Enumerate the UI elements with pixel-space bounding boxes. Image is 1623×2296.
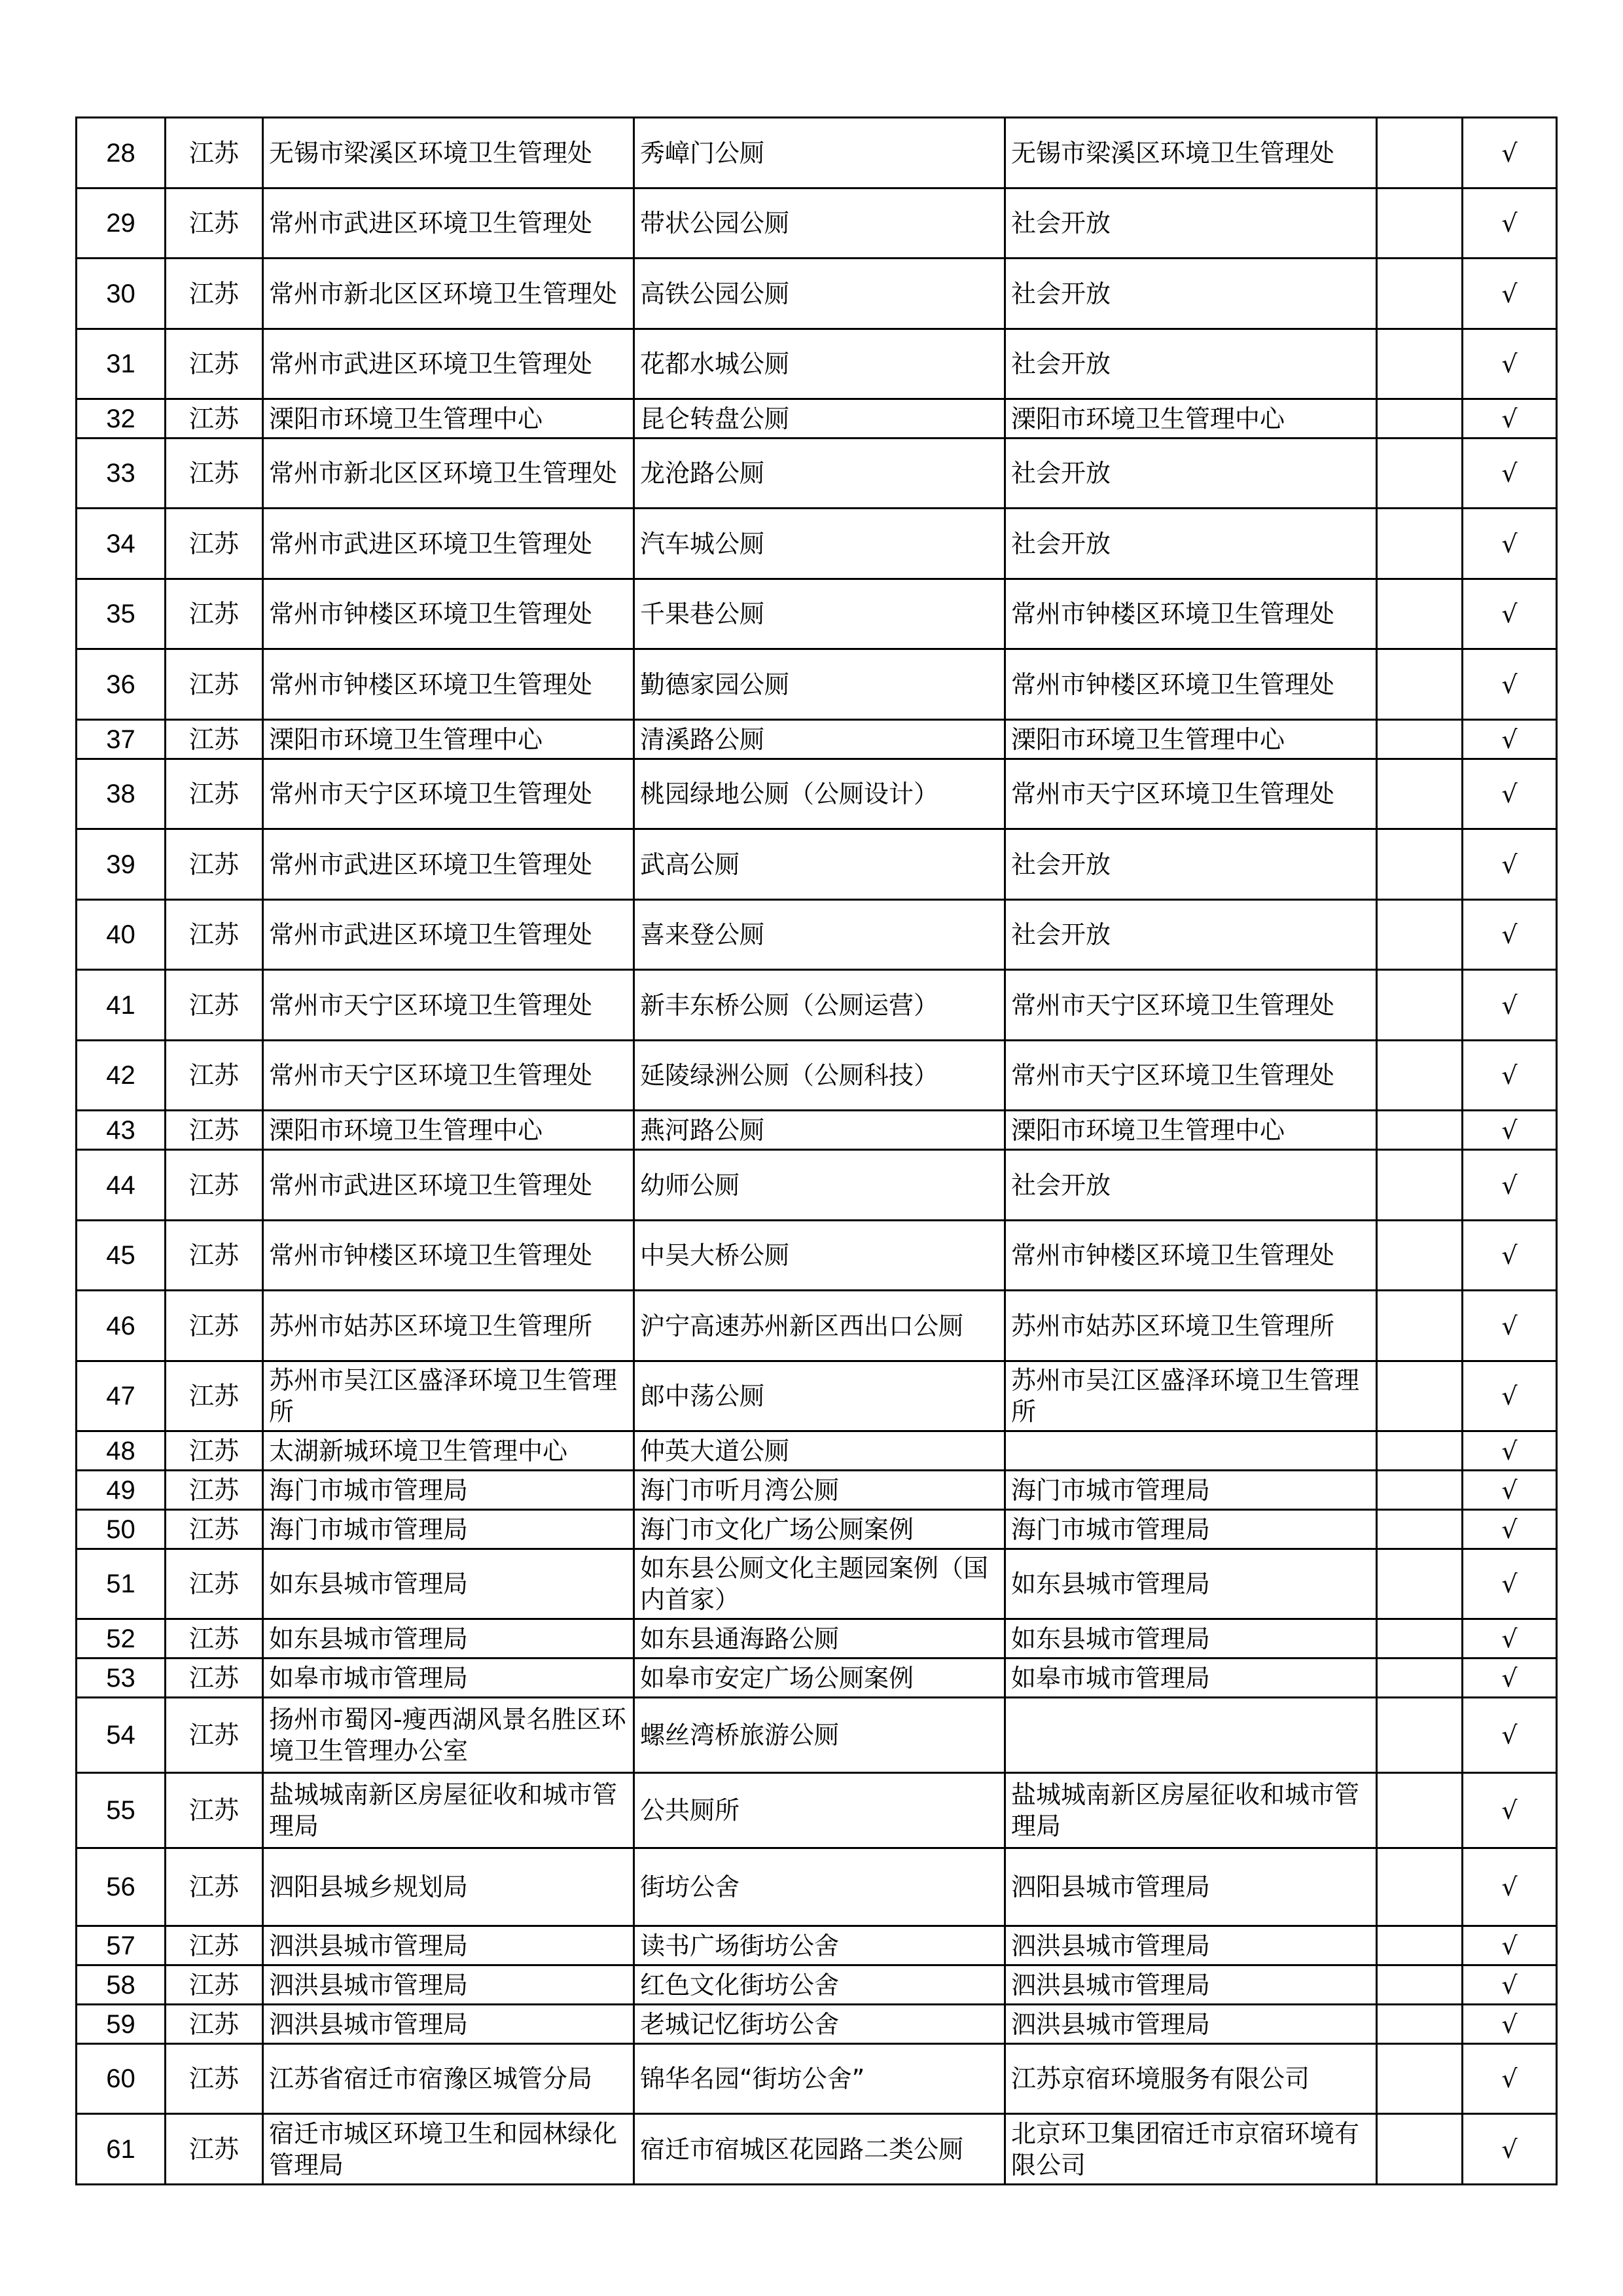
province-cell: 江苏 — [166, 259, 263, 329]
toilet-name-cell: 花都水城公厕 — [634, 329, 1005, 399]
check-mark-cell: √ — [1463, 2114, 1557, 2185]
row-number-cell: 38 — [77, 759, 166, 829]
management-unit-cell: 江苏京宿环境服务有限公司 — [1005, 2044, 1377, 2114]
table-row — [77, 399, 1557, 439]
table-row — [77, 1698, 1557, 1773]
management-unit-cell: 常州市天宁区环境卫生管理处 — [1005, 759, 1377, 829]
reporting-unit-cell: 如东县城市管理局 — [263, 1619, 634, 1659]
table-row — [77, 2005, 1557, 2044]
row-number-cell: 45 — [77, 1221, 166, 1291]
check-mark-cell: √ — [1463, 1431, 1557, 1471]
province-cell: 江苏 — [166, 439, 263, 509]
province-cell: 江苏 — [166, 759, 263, 829]
toilet-name-cell: 如皋市安定广场公厕案例 — [634, 1659, 1005, 1698]
management-unit-cell: 社会开放 — [1005, 329, 1377, 399]
table-row — [77, 829, 1557, 900]
row-number-cell: 57 — [77, 1926, 166, 1965]
row-number-cell: 30 — [77, 259, 166, 329]
check-mark-cell: √ — [1463, 1150, 1557, 1221]
table-row — [77, 329, 1557, 399]
table-row — [77, 1431, 1557, 1471]
management-unit-cell: 社会开放 — [1005, 188, 1377, 259]
blank-cell — [1377, 2044, 1463, 2114]
blank-cell — [1377, 1361, 1463, 1431]
blank-cell — [1377, 720, 1463, 759]
toilet-name-cell: 清溪路公厕 — [634, 720, 1005, 759]
table-row — [77, 439, 1557, 509]
reporting-unit-cell: 常州市钟楼区环境卫生管理处 — [263, 579, 634, 649]
check-mark-cell: √ — [1463, 1471, 1557, 1510]
toilet-name-cell: 昆仑转盘公厕 — [634, 399, 1005, 439]
row-number-cell: 52 — [77, 1619, 166, 1659]
province-cell: 江苏 — [166, 1431, 263, 1471]
reporting-unit-cell: 常州市钟楼区环境卫生管理处 — [263, 1221, 634, 1291]
check-mark-cell: √ — [1463, 1549, 1557, 1619]
province-cell: 江苏 — [166, 1773, 263, 1848]
check-mark-cell: √ — [1463, 720, 1557, 759]
province-cell: 江苏 — [166, 1926, 263, 1965]
toilet-name-cell: 龙沧路公厕 — [634, 439, 1005, 509]
province-cell: 江苏 — [166, 1041, 263, 1111]
management-unit-cell: 海门市城市管理局 — [1005, 1471, 1377, 1510]
management-unit-cell: 社会开放 — [1005, 509, 1377, 579]
province-cell: 江苏 — [166, 1361, 263, 1431]
reporting-unit-cell: 苏州市姑苏区环境卫生管理所 — [263, 1291, 634, 1361]
blank-cell — [1377, 1510, 1463, 1549]
check-mark-cell: √ — [1463, 2005, 1557, 2044]
management-unit-cell: 如东县城市管理局 — [1005, 1549, 1377, 1619]
check-mark-cell: √ — [1463, 1965, 1557, 2005]
province-cell: 江苏 — [166, 2005, 263, 2044]
table-row — [77, 2114, 1557, 2185]
check-mark-cell: √ — [1463, 829, 1557, 900]
province-cell: 江苏 — [166, 1471, 263, 1510]
toilet-name-cell: 沪宁高速苏州新区西出口公厕 — [634, 1291, 1005, 1361]
reporting-unit-cell: 江苏省宿迁市宿豫区城管分局 — [263, 2044, 634, 2114]
blank-cell — [1377, 118, 1463, 188]
toilet-name-cell: 如东县通海路公厕 — [634, 1619, 1005, 1659]
table-row — [77, 1773, 1557, 1848]
reporting-unit-cell: 常州市天宁区环境卫生管理处 — [263, 759, 634, 829]
province-cell: 江苏 — [166, 1221, 263, 1291]
province-cell: 江苏 — [166, 829, 263, 900]
reporting-unit-cell: 常州市天宁区环境卫生管理处 — [263, 1041, 634, 1111]
province-cell: 江苏 — [166, 1965, 263, 2005]
table-row — [77, 1221, 1557, 1291]
management-unit-cell: 泗洪县城市管理局 — [1005, 1926, 1377, 1965]
reporting-unit-cell: 溧阳市环境卫生管理中心 — [263, 399, 634, 439]
table-row — [77, 259, 1557, 329]
blank-cell — [1377, 829, 1463, 900]
blank-cell — [1377, 329, 1463, 399]
table-row — [77, 1041, 1557, 1111]
province-cell: 江苏 — [166, 2044, 263, 2114]
check-mark-cell: √ — [1463, 1111, 1557, 1150]
reporting-unit-cell: 苏州市吴江区盛泽环境卫生管理所 — [263, 1361, 634, 1431]
reporting-unit-cell: 常州市天宁区环境卫生管理处 — [263, 970, 634, 1041]
toilet-name-cell: 千果巷公厕 — [634, 579, 1005, 649]
management-unit-cell: 社会开放 — [1005, 829, 1377, 900]
management-unit-cell: 常州市钟楼区环境卫生管理处 — [1005, 579, 1377, 649]
blank-cell — [1377, 509, 1463, 579]
blank-cell — [1377, 1471, 1463, 1510]
blank-cell — [1377, 1221, 1463, 1291]
blank-cell — [1377, 2005, 1463, 2044]
table-row — [77, 1619, 1557, 1659]
province-cell: 江苏 — [166, 1698, 263, 1773]
province-cell: 江苏 — [166, 900, 263, 970]
province-cell: 江苏 — [166, 509, 263, 579]
table-body — [77, 118, 1557, 2185]
management-unit-cell: 常州市天宁区环境卫生管理处 — [1005, 970, 1377, 1041]
toilet-name-cell: 锦华名园“街坊公舍” — [634, 2044, 1005, 2114]
row-number-cell: 32 — [77, 399, 166, 439]
table-row — [77, 1549, 1557, 1619]
toilet-name-cell: 读书广场街坊公舍 — [634, 1926, 1005, 1965]
reporting-unit-cell: 盐城城南新区房屋征收和城市管理局 — [263, 1773, 634, 1848]
province-cell: 江苏 — [166, 1549, 263, 1619]
reporting-unit-cell: 宿迁市城区环境卫生和园林绿化管理局 — [263, 2114, 634, 2185]
reporting-unit-cell: 溧阳市环境卫生管理中心 — [263, 720, 634, 759]
table-row — [77, 970, 1557, 1041]
row-number-cell: 53 — [77, 1659, 166, 1698]
blank-cell — [1377, 1698, 1463, 1773]
toilet-name-cell: 燕河路公厕 — [634, 1111, 1005, 1150]
toilet-name-cell: 汽车城公厕 — [634, 509, 1005, 579]
row-number-cell: 50 — [77, 1510, 166, 1549]
check-mark-cell: √ — [1463, 1361, 1557, 1431]
toilet-name-cell: 喜来登公厕 — [634, 900, 1005, 970]
check-mark-cell: √ — [1463, 1659, 1557, 1698]
toilet-name-cell: 桃园绿地公厕（公厕设计） — [634, 759, 1005, 829]
reporting-unit-cell: 常州市武进区环境卫生管理处 — [263, 829, 634, 900]
toilet-name-cell: 秀嶂门公厕 — [634, 118, 1005, 188]
management-unit-cell: 常州市钟楼区环境卫生管理处 — [1005, 1221, 1377, 1291]
blank-cell — [1377, 2114, 1463, 2185]
check-mark-cell: √ — [1463, 1291, 1557, 1361]
toilet-name-cell: 幼师公厕 — [634, 1150, 1005, 1221]
blank-cell — [1377, 1150, 1463, 1221]
reporting-unit-cell: 常州市武进区环境卫生管理处 — [263, 188, 634, 259]
toilet-name-cell: 中吴大桥公厕 — [634, 1221, 1005, 1291]
toilet-name-cell: 高铁公园公厕 — [634, 259, 1005, 329]
row-number-cell: 41 — [77, 970, 166, 1041]
management-unit-cell: 如东县城市管理局 — [1005, 1619, 1377, 1659]
province-cell: 江苏 — [166, 2114, 263, 2185]
table-row — [77, 509, 1557, 579]
reporting-unit-cell: 如皋市城市管理局 — [263, 1659, 634, 1698]
province-cell: 江苏 — [166, 1111, 263, 1150]
blank-cell — [1377, 1773, 1463, 1848]
row-number-cell: 29 — [77, 188, 166, 259]
management-unit-cell: 社会开放 — [1005, 439, 1377, 509]
reporting-unit-cell: 常州市武进区环境卫生管理处 — [263, 1150, 634, 1221]
toilet-name-cell: 街坊公舍 — [634, 1848, 1005, 1926]
row-number-cell: 47 — [77, 1361, 166, 1431]
row-number-cell: 40 — [77, 900, 166, 970]
toilet-name-cell: 红色文化街坊公舍 — [634, 1965, 1005, 2005]
province-cell: 江苏 — [166, 188, 263, 259]
province-cell: 江苏 — [166, 720, 263, 759]
blank-cell — [1377, 970, 1463, 1041]
toilet-name-cell: 延陵绿洲公厕（公厕科技） — [634, 1041, 1005, 1111]
province-cell: 江苏 — [166, 649, 263, 720]
toilet-name-cell: 仲英大道公厕 — [634, 1431, 1005, 1471]
row-number-cell: 58 — [77, 1965, 166, 2005]
row-number-cell: 33 — [77, 439, 166, 509]
blank-cell — [1377, 759, 1463, 829]
blank-cell — [1377, 1965, 1463, 2005]
province-cell: 江苏 — [166, 329, 263, 399]
province-cell: 江苏 — [166, 1659, 263, 1698]
check-mark-cell: √ — [1463, 649, 1557, 720]
toilet-name-cell: 海门市听月湾公厕 — [634, 1471, 1005, 1510]
reporting-unit-cell: 常州市新北区区环境卫生管理处 — [263, 439, 634, 509]
province-cell: 江苏 — [166, 1150, 263, 1221]
blank-cell — [1377, 1549, 1463, 1619]
reporting-unit-cell: 无锡市梁溪区环境卫生管理处 — [263, 118, 634, 188]
management-unit-cell: 常州市天宁区环境卫生管理处 — [1005, 1041, 1377, 1111]
table-row — [77, 1510, 1557, 1549]
check-mark-cell: √ — [1463, 1698, 1557, 1773]
table-row — [77, 649, 1557, 720]
reporting-unit-cell: 常州市武进区环境卫生管理处 — [263, 900, 634, 970]
management-unit-cell: 泗洪县城市管理局 — [1005, 2005, 1377, 2044]
management-unit-cell: 常州市钟楼区环境卫生管理处 — [1005, 649, 1377, 720]
blank-cell — [1377, 1926, 1463, 1965]
table-row — [77, 1111, 1557, 1150]
management-unit-cell: 社会开放 — [1005, 259, 1377, 329]
check-mark-cell: √ — [1463, 579, 1557, 649]
table-row — [77, 1361, 1557, 1431]
check-mark-cell: √ — [1463, 1619, 1557, 1659]
reporting-unit-cell: 泗洪县城市管理局 — [263, 2005, 634, 2044]
row-number-cell: 55 — [77, 1773, 166, 1848]
check-mark-cell: √ — [1463, 329, 1557, 399]
toilet-list-table — [75, 117, 1558, 2185]
province-cell: 江苏 — [166, 1619, 263, 1659]
management-unit-cell: 泗阳县城市管理局 — [1005, 1848, 1377, 1926]
management-unit-cell: 海门市城市管理局 — [1005, 1510, 1377, 1549]
table-row — [77, 2044, 1557, 2114]
row-number-cell: 61 — [77, 2114, 166, 2185]
reporting-unit-cell: 常州市武进区环境卫生管理处 — [263, 509, 634, 579]
row-number-cell: 35 — [77, 579, 166, 649]
toilet-name-cell: 公共厕所 — [634, 1773, 1005, 1848]
row-number-cell: 51 — [77, 1549, 166, 1619]
province-cell: 江苏 — [166, 1510, 263, 1549]
management-unit-cell: 无锡市梁溪区环境卫生管理处 — [1005, 118, 1377, 188]
reporting-unit-cell: 泗洪县城市管理局 — [263, 1965, 634, 2005]
blank-cell — [1377, 1619, 1463, 1659]
toilet-name-cell: 武高公厕 — [634, 829, 1005, 900]
blank-cell — [1377, 259, 1463, 329]
reporting-unit-cell: 海门市城市管理局 — [263, 1471, 634, 1510]
row-number-cell: 42 — [77, 1041, 166, 1111]
check-mark-cell: √ — [1463, 439, 1557, 509]
toilet-name-cell: 宿迁市宿城区花园路二类公厕 — [634, 2114, 1005, 2185]
table-row — [77, 1848, 1557, 1926]
blank-cell — [1377, 1431, 1463, 1471]
check-mark-cell: √ — [1463, 900, 1557, 970]
table-row — [77, 1291, 1557, 1361]
toilet-name-cell: 老城记忆街坊公舍 — [634, 2005, 1005, 2044]
reporting-unit-cell: 泗洪县城市管理局 — [263, 1926, 634, 1965]
table-row — [77, 720, 1557, 759]
management-unit-cell: 社会开放 — [1005, 1150, 1377, 1221]
management-unit-cell: 溧阳市环境卫生管理中心 — [1005, 720, 1377, 759]
blank-cell — [1377, 579, 1463, 649]
row-number-cell: 46 — [77, 1291, 166, 1361]
province-cell: 江苏 — [166, 1848, 263, 1926]
reporting-unit-cell: 常州市钟楼区环境卫生管理处 — [263, 649, 634, 720]
province-cell: 江苏 — [166, 118, 263, 188]
reporting-unit-cell: 海门市城市管理局 — [263, 1510, 634, 1549]
table-row — [77, 1965, 1557, 2005]
table-row — [77, 1926, 1557, 1965]
check-mark-cell: √ — [1463, 118, 1557, 188]
row-number-cell: 37 — [77, 720, 166, 759]
management-unit-cell — [1005, 1698, 1377, 1773]
reporting-unit-cell: 溧阳市环境卫生管理中心 — [263, 1111, 634, 1150]
row-number-cell: 54 — [77, 1698, 166, 1773]
table-row — [77, 188, 1557, 259]
table-row — [77, 579, 1557, 649]
province-cell: 江苏 — [166, 399, 263, 439]
toilet-name-cell: 郎中荡公厕 — [634, 1361, 1005, 1431]
blank-cell — [1377, 1659, 1463, 1698]
reporting-unit-cell: 如东县城市管理局 — [263, 1549, 634, 1619]
check-mark-cell: √ — [1463, 1510, 1557, 1549]
management-unit-cell: 苏州市姑苏区环境卫生管理所 — [1005, 1291, 1377, 1361]
row-number-cell: 28 — [77, 118, 166, 188]
check-mark-cell: √ — [1463, 188, 1557, 259]
check-mark-cell: √ — [1463, 259, 1557, 329]
blank-cell — [1377, 399, 1463, 439]
management-unit-cell: 社会开放 — [1005, 900, 1377, 970]
blank-cell — [1377, 649, 1463, 720]
check-mark-cell: √ — [1463, 759, 1557, 829]
reporting-unit-cell: 常州市新北区区环境卫生管理处 — [263, 259, 634, 329]
blank-cell — [1377, 1041, 1463, 1111]
row-number-cell: 43 — [77, 1111, 166, 1150]
table-row — [77, 1659, 1557, 1698]
table-row — [77, 1150, 1557, 1221]
toilet-name-cell: 新丰东桥公厕（公厕运营） — [634, 970, 1005, 1041]
row-number-cell: 56 — [77, 1848, 166, 1926]
reporting-unit-cell: 泗阳县城乡规划局 — [263, 1848, 634, 1926]
management-unit-cell: 北京环卫集团宿迁市京宿环境有限公司 — [1005, 2114, 1377, 2185]
management-unit-cell: 如皋市城市管理局 — [1005, 1659, 1377, 1698]
check-mark-cell: √ — [1463, 1773, 1557, 1848]
check-mark-cell: √ — [1463, 1926, 1557, 1965]
table-row — [77, 759, 1557, 829]
blank-cell — [1377, 1848, 1463, 1926]
reporting-unit-cell: 常州市武进区环境卫生管理处 — [263, 329, 634, 399]
row-number-cell: 39 — [77, 829, 166, 900]
row-number-cell: 59 — [77, 2005, 166, 2044]
management-unit-cell: 苏州市吴江区盛泽环境卫生管理所 — [1005, 1361, 1377, 1431]
province-cell: 江苏 — [166, 579, 263, 649]
table-row — [77, 1471, 1557, 1510]
management-unit-cell: 泗洪县城市管理局 — [1005, 1965, 1377, 2005]
row-number-cell: 36 — [77, 649, 166, 720]
check-mark-cell: √ — [1463, 1848, 1557, 1926]
check-mark-cell: √ — [1463, 970, 1557, 1041]
check-mark-cell: √ — [1463, 1221, 1557, 1291]
toilet-name-cell: 海门市文化广场公厕案例 — [634, 1510, 1005, 1549]
management-unit-cell: 盐城城南新区房屋征收和城市管理局 — [1005, 1773, 1377, 1848]
check-mark-cell: √ — [1463, 2044, 1557, 2114]
toilet-name-cell: 带状公园公厕 — [634, 188, 1005, 259]
province-cell: 江苏 — [166, 970, 263, 1041]
table-row — [77, 900, 1557, 970]
blank-cell — [1377, 900, 1463, 970]
row-number-cell: 60 — [77, 2044, 166, 2114]
reporting-unit-cell: 扬州市蜀冈-瘦西湖风景名胜区环境卫生管理办公室 — [263, 1698, 634, 1773]
row-number-cell: 49 — [77, 1471, 166, 1510]
row-number-cell: 34 — [77, 509, 166, 579]
row-number-cell: 48 — [77, 1431, 166, 1471]
toilet-name-cell: 如东县公厕文化主题园案例（国内首家） — [634, 1549, 1005, 1619]
reporting-unit-cell: 太湖新城环境卫生管理中心 — [263, 1431, 634, 1471]
blank-cell — [1377, 188, 1463, 259]
blank-cell — [1377, 1291, 1463, 1361]
check-mark-cell: √ — [1463, 1041, 1557, 1111]
province-cell: 江苏 — [166, 1291, 263, 1361]
blank-cell — [1377, 1111, 1463, 1150]
toilet-name-cell: 勤德家园公厕 — [634, 649, 1005, 720]
row-number-cell: 44 — [77, 1150, 166, 1221]
management-unit-cell: 溧阳市环境卫生管理中心 — [1005, 399, 1377, 439]
blank-cell — [1377, 439, 1463, 509]
management-unit-cell: 溧阳市环境卫生管理中心 — [1005, 1111, 1377, 1150]
row-number-cell: 31 — [77, 329, 166, 399]
table-row — [77, 118, 1557, 188]
management-unit-cell — [1005, 1431, 1377, 1471]
toilet-name-cell: 螺丝湾桥旅游公厕 — [634, 1698, 1005, 1773]
check-mark-cell: √ — [1463, 509, 1557, 579]
check-mark-cell: √ — [1463, 399, 1557, 439]
